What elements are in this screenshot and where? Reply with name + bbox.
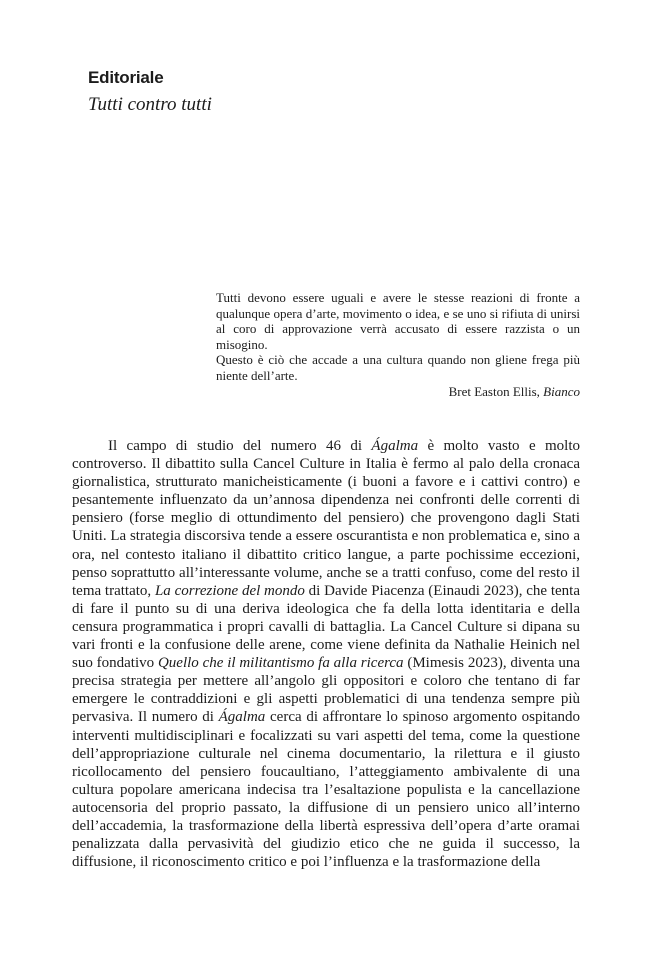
attribution-author: Bret Easton Ellis, bbox=[448, 384, 540, 399]
text-run: di Davide Piacenza (Einaudi 2023), che tenta di fare il punto su di una deriva ideologica che fa della lotta identitaria e della censura programmatica i propri cavalli di battaglia. La Cancel Culture si dipana su vari fronti e la confusione delle arene, come viene definita da Nathalie Heinich nel suo fondativo bbox=[72, 582, 580, 672]
attribution-work: Bianco bbox=[543, 384, 580, 399]
text-run: è molto vasto e molto controverso. Il dibattito sulla Cancel Culture in Italia è fermo al palo della cronaca giornalistica, strutturato manicheisticamente (i buoni a favore e i cattivi contro) e pesantemente influenzato da un’annosa dipendenza nei confronti delle correnti di pensiero (forse meglio di ottundimento del pensiero) che provengono dagli Stati Uniti. La strategia discorsiva tende a essere oscurantista e non problematica e, sino a ora, nel contesto italiano il dibattito critico langue, a parte pochissime eccezioni, penso soprattutto all’interessante volume, anche se a tratti confuso, come del resto il tema trattato, bbox=[72, 438, 580, 599]
book-title: La correzione del mondo bbox=[154, 582, 305, 599]
epigraph-attribution bbox=[216, 384, 580, 400]
epigraph-line: Questo è ciò che accade a una cultura quando non gliene frega più niente dell’arte. bbox=[216, 352, 580, 383]
body-text bbox=[72, 437, 580, 871]
text-run: Il campo di studio del numero 46 di bbox=[108, 438, 372, 454]
book-title: Quello che il militantismo fa alla ricerca bbox=[157, 655, 404, 672]
journal-name: Ágalma bbox=[218, 709, 266, 726]
body-paragraph bbox=[72, 437, 580, 871]
editorial-title: Tutti contro tutti bbox=[88, 94, 212, 115]
text-run: cerca di affrontare lo spinoso argomento ospitando interventi multidisciplinari e focalizzati su vari aspetti del tema, come la questione dell’appropriazione culturale nel cinema documentario, la rilettura e il giusto ricollocamento del pensiero foucaultiano, l’atteggiamento ambivalente di una cultura popolare americana indecisa tra l’esaltazione populista e la cancellazione autocensoria del proprio passato, la diffusione di un pensiero unico all’interno dell’accademia, la trasformazione della libertà espressiva dell’opera d’arte oramai penalizzata dalla pervasività del giudizio etico che ne guida il successo, la diffusione, il riconoscimento critico e poi l’influenza e la trasformazione della bbox=[72, 709, 581, 871]
section-label: Editoriale bbox=[88, 68, 164, 87]
text-run: (Mimesis 2023), diventa una precisa strategia per mettere all’angolo gli oppositori e coloro che tentano di far emergere le contraddizioni e gli aspetti problematici di una tendenza sempre più pervasiva. Il numero di bbox=[72, 655, 580, 726]
journal-name: Ágalma bbox=[371, 438, 419, 454]
epigraph bbox=[216, 290, 580, 384]
epigraph-line: Tutti devono essere uguali e avere le stesse reazioni di fronte a qualunque opera d’arte, movimento o idea, e se uno si rifiuta di unirsi al coro di approvazione verrà accusato di essere razzista o un misogino. bbox=[216, 290, 580, 352]
